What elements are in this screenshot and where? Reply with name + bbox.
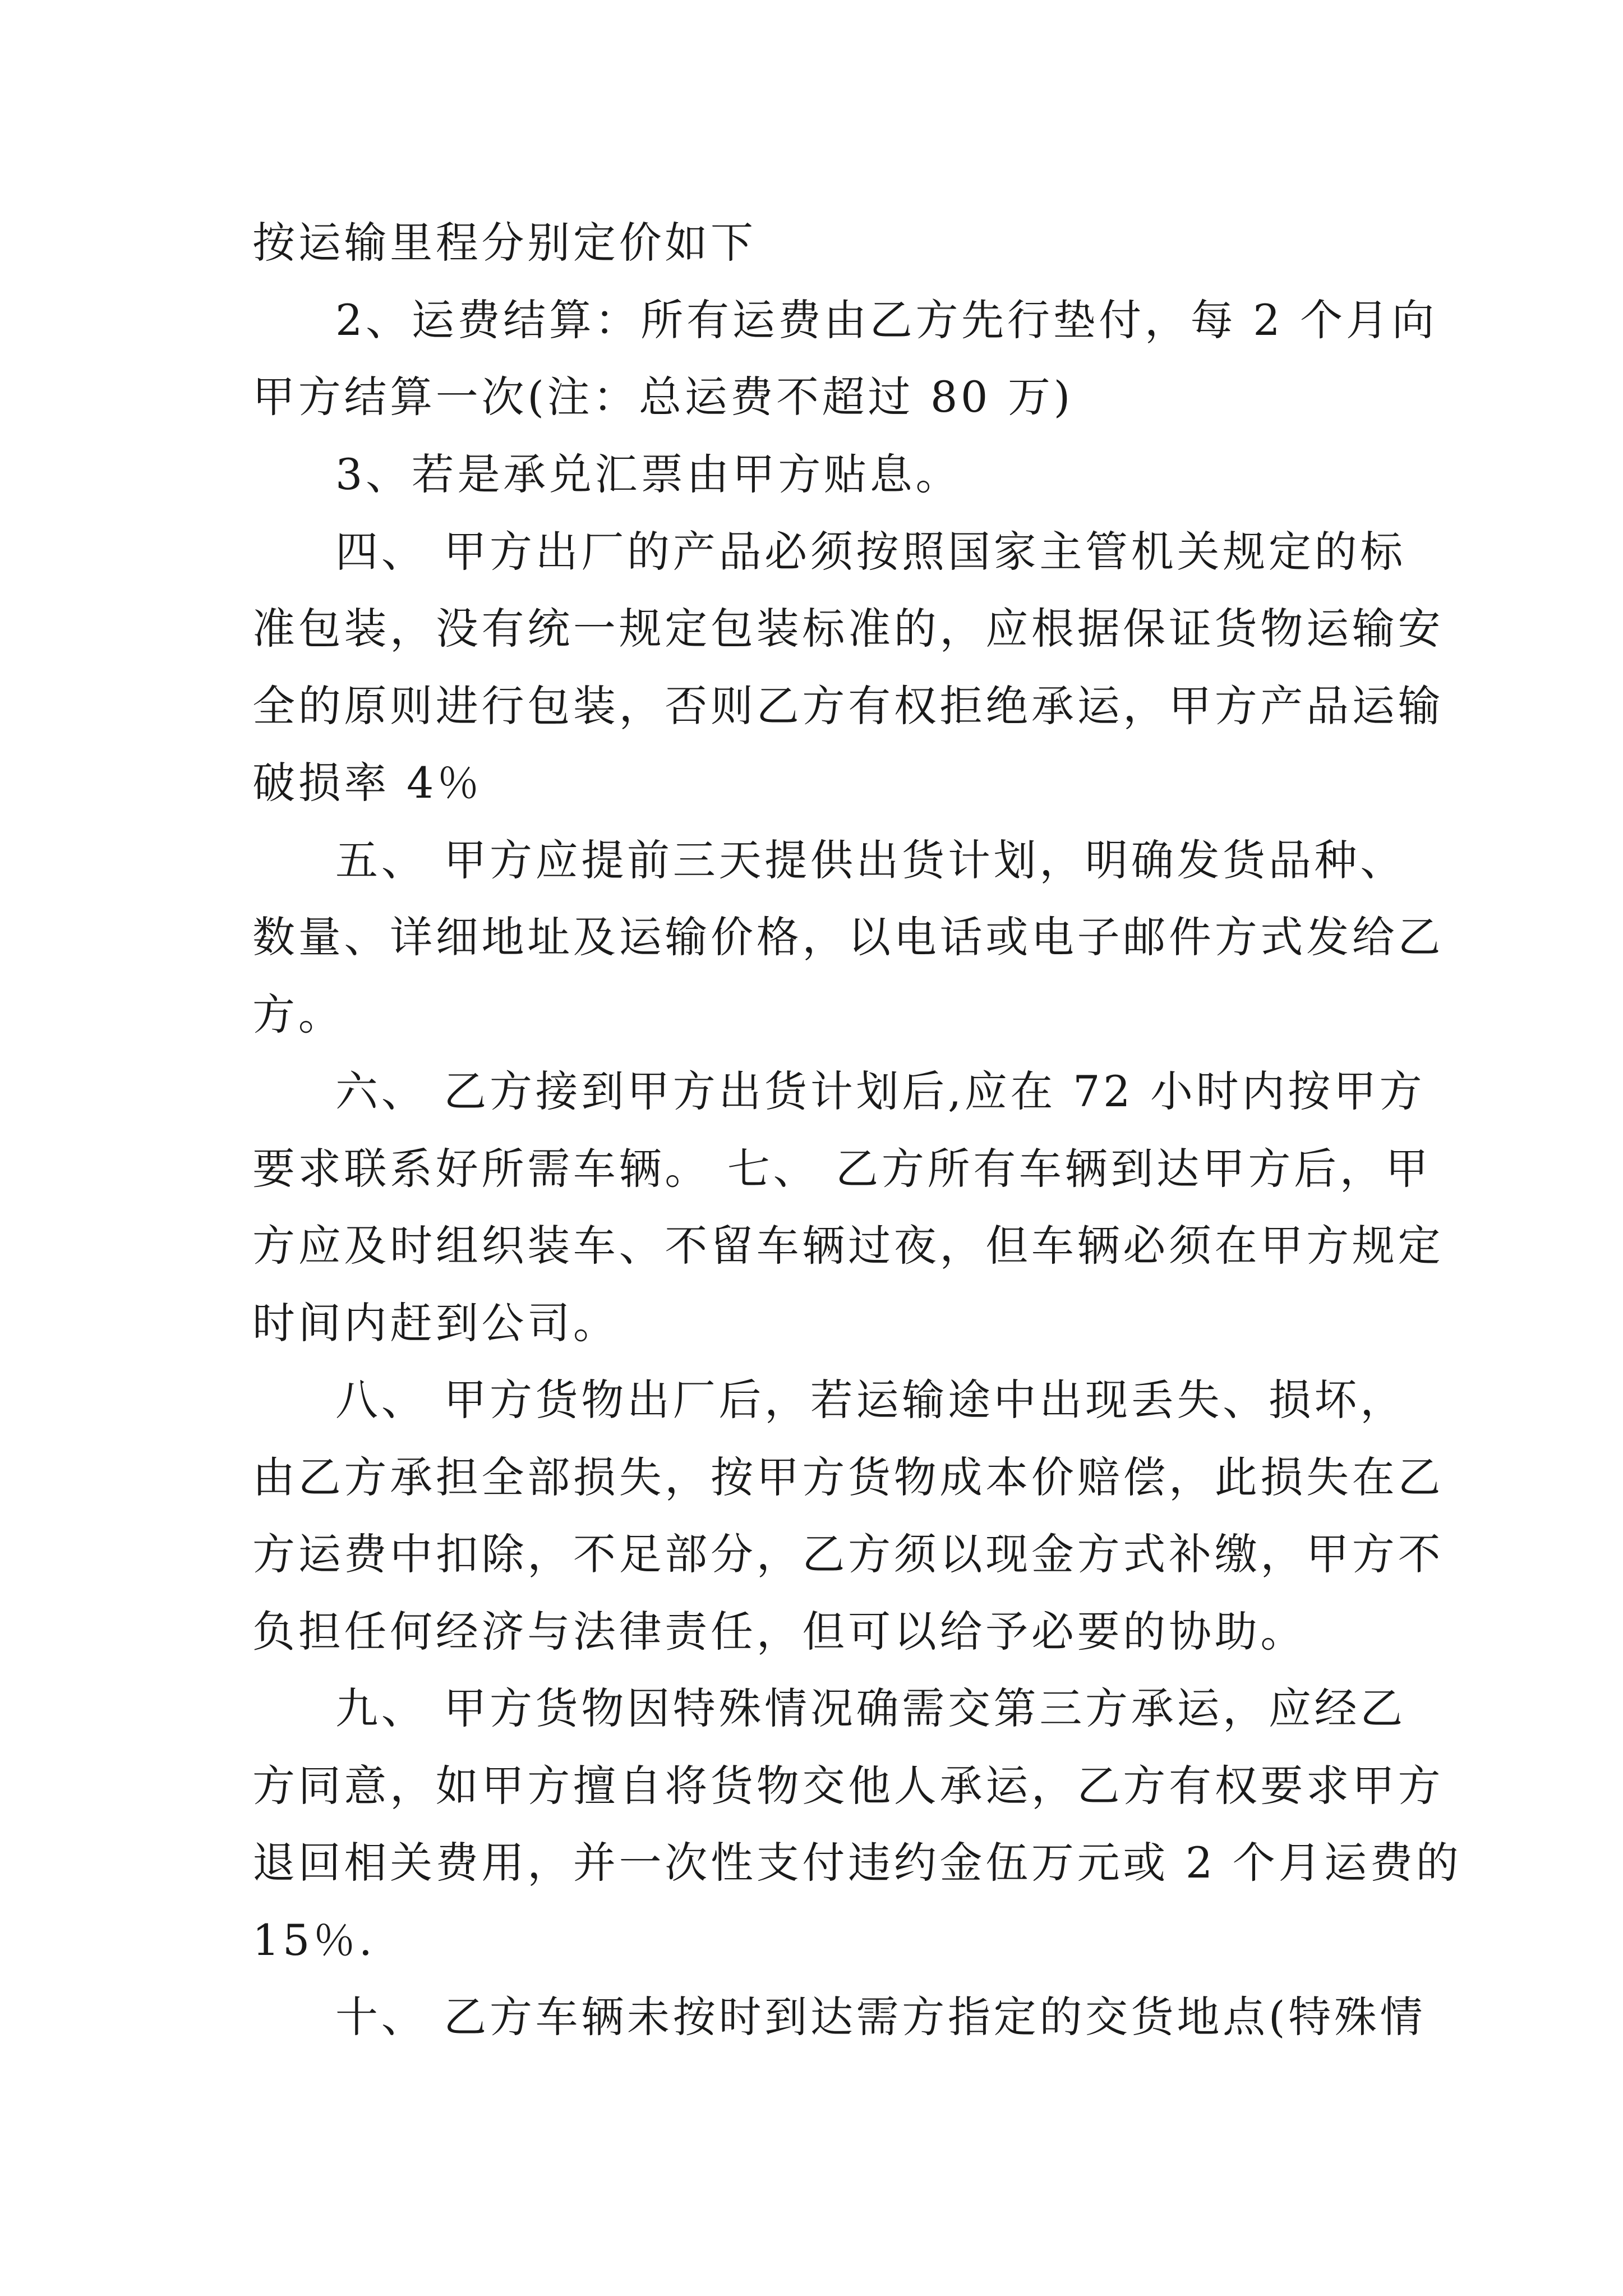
text-line: 由乙方承担全部损失，按甲方货物成本价赔偿，此损失在乙 [252,1452,1444,1502]
text-line: 五、 甲方应提前三天提供出货计划，明确发货品种、 [335,835,1406,885]
text-line: 2、运费结算：所有运费由乙方先行垫付，每 2 个月向 [335,295,1438,345]
text-line: 3、若是承兑汇票由甲方贴息。 [335,449,962,499]
text-line: 方应及时组织装车、不留车辆过夜，但车辆必须在甲方规定 [252,1221,1444,1271]
text-line: 甲方结算一次(注：总运费不超过 80 万) [252,372,1074,422]
text-line: 15％. [252,1915,376,1965]
text-line: 六、 乙方接到甲方出货计划后,应在 72 小时内按甲方 [335,1066,1426,1116]
text-line: 破损率 4％ [252,758,483,808]
text-line: 四、 甲方出厂的产品必须按照国家主管机关规定的标 [335,527,1406,577]
text-line: 八、 甲方货物出厂后，若运输途中出现丢失、损坏， [335,1375,1406,1425]
text-line: 方运费中扣除，不足部分，乙方须以现金方式补缴，甲方不 [252,1529,1444,1579]
text-line: 全的原则进行包装，否则乙方有权拒绝承运，甲方产品运输 [252,681,1444,731]
text-line: 方同意，如甲方擅自将货物交他人承运，乙方有权要求甲方 [252,1761,1444,1811]
text-line: 负担任何经济与法律责任，但可以给予必要的协助。 [252,1607,1307,1657]
text-line: 时间内赶到公司。 [252,1298,619,1348]
text-line: 方。 [252,990,344,1039]
text-line: 十、 乙方车辆未按时到达需方指定的交货地点(特殊情 [335,1992,1426,2042]
text-line: 准包装，没有统一规定包装标准的，应根据保证货物运输安 [252,604,1444,654]
text-line: 要求联系好所需车辆。 七、 乙方所有车辆到达甲方后，甲 [252,1144,1432,1194]
text-line: 按运输里程分别定价如下 [252,218,757,268]
text-line: 九、 甲方货物因特殊情况确需交第三方承运，应经乙 [335,1683,1406,1733]
text-line: 退回相关费用，并一次性支付违约金伍万元或 2 个月运费的 [252,1838,1462,1888]
text-line: 数量、详细地址及运输价格，以电话或电子邮件方式发给乙 [252,912,1444,962]
